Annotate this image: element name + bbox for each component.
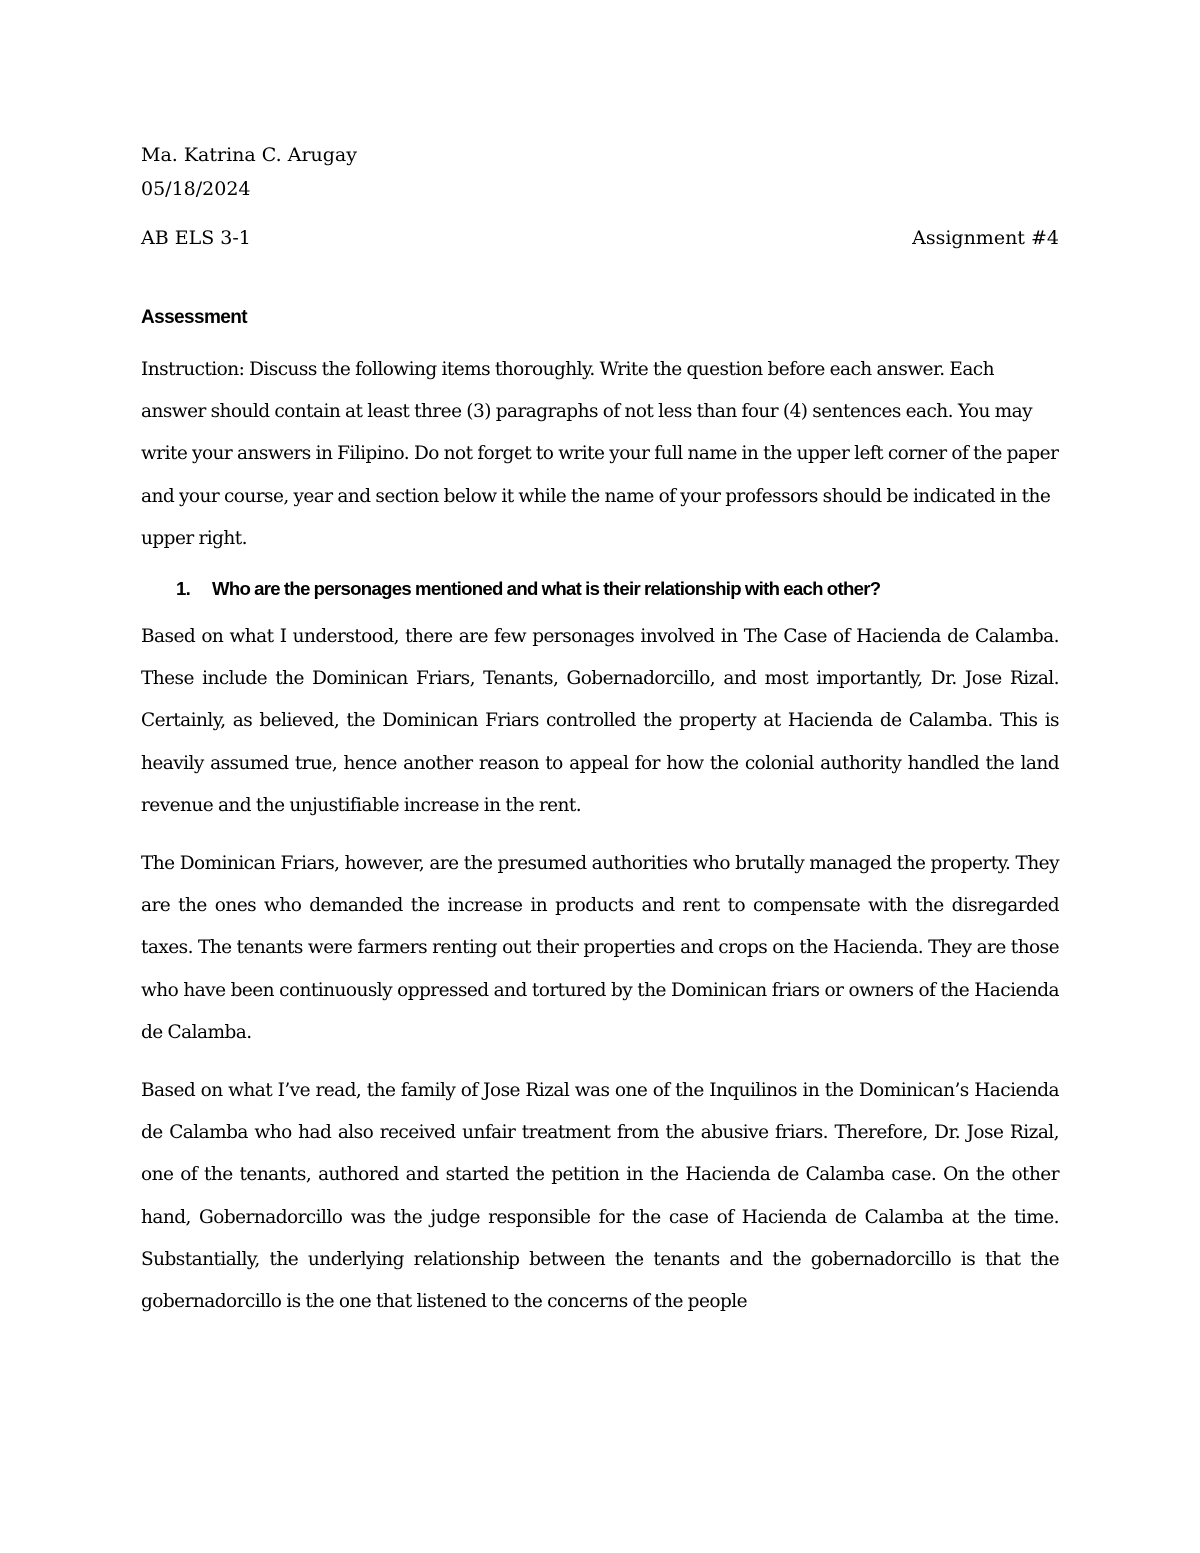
question-text: Who are the personages mentioned and what is their relationship with each other?	[212, 578, 881, 600]
question-item	[141, 574, 1059, 604]
student-name: Ma. Katrina C. Arugay	[141, 144, 357, 166]
document-page	[141, 138, 1059, 1323]
assessment-heading: Assessment	[141, 307, 247, 328]
assignment-number: Assignment #4	[912, 227, 1059, 249]
instruction-text: Instruction: Discuss the following items thoroughly. Write the question before each answer. Each answer should contain at least three (3) paragraphs of not less than four (4) sentences each. You may write your answers in Filipino. Do not forget to write your full name in the upper left corner of the paper and your course, year and section below it while the name of your professors should be indicated in the upper right.	[141, 359, 1059, 549]
answer-paragraph: Based on what I understood, there are few personages involved in The Case of Hacienda de Calamba. These include the Dominican Friars, Tenants, Gobernadorcillo, and most importantly, Dr. Jose Rizal. Certainly, as believed, the Dominican Friars controlled the property at Hacienda de Calamba. This is heavily assumed true, hence another reason to appeal for how the colonial authority handled the land revenue and the unjustifiable increase in the rent.	[141, 626, 1059, 816]
submission-date: 05/18/2024	[141, 178, 251, 200]
answer-paragraph: Based on what I’ve read, the family of Jose Rizal was one of the Inquilinos in the Dominican’s Hacienda de Calamba who had also received unfair treatment from the abusive friars. Therefore, Dr. Jose Rizal, one of the tenants, authored and started the petition in the Hacienda de Calamba case. On the other hand, Gobernadorcillo was the judge responsible for the case of Hacienda de Calamba at the time. Substantially, the underlying relationship between the tenants and the gobernadorcillo is that the gobernadorcillo is the one that listened to the concerns of the people	[141, 1080, 1059, 1313]
course-section: AB ELS 3-1	[141, 227, 251, 249]
answer-paragraph: The Dominican Friars, however, are the presumed authorities who brutally managed the property. They are the ones who demanded the increase in products and rent to compensate with the disregarded taxes. The tenants were farmers renting out their properties and crops on the Hacienda. They are those who have been continuously oppressed and tortured by the Dominican friars or owners of the Hacienda de Calamba.	[141, 853, 1059, 1043]
question-number: 1.	[176, 578, 191, 600]
course-assignment-row	[141, 221, 1059, 255]
